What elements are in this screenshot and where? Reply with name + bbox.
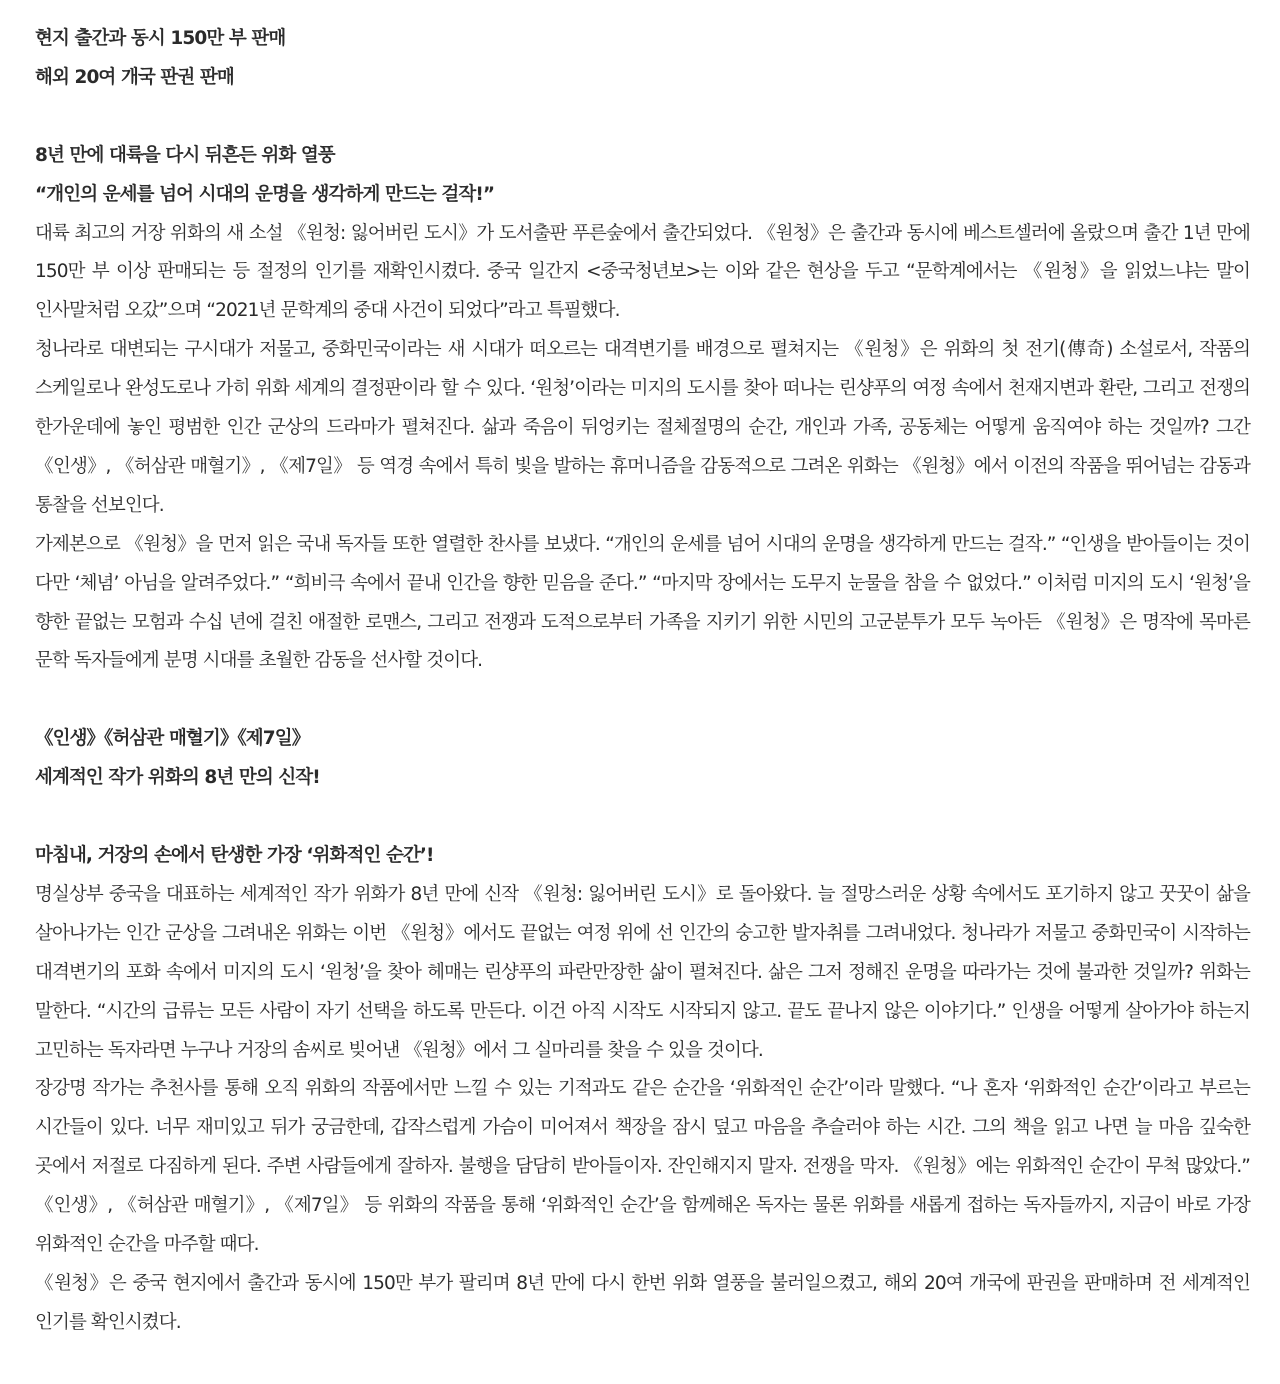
section-heading-moment: 마침내, 거장의 손에서 탄생한 가장 ‘위화적인 순간’! [35, 844, 434, 866]
paragraph-recommendation: 장강명 작가는 추천사를 통해 오직 위화의 작품에서만 느낄 수 있는 기적과도 같은 순간을 ‘위화적인 순간’이라 말했다. “나 혼자 ‘위화적인 순간’이라고 부르는 시간들이 있다. 너무 재미있고 뒤가 궁금한데, 갑작스럽게 가슴이 미어져서 책장을 잠시 덮고 마음을 추슬러야 하는 시간. 그의 책을 읽고 나면 늘 마음 깊숙한 곳에서 저절로 다짐하게 된다. 주변 사람들에게 잘하자. 불행을 담담히 받아들이자. 잔인해지지 말자. 전쟁을 막자. 《원청》에는 위화적인 순간이 무척 많았다.” 《인생》, 《허삼관 매혈기》, 《제7일》 등 위화의 작품을 통해 ‘위화적인 순간’을 함께해온 독자는 물론 위화를 새롭게 접하는 독자들까지, 지금이 바로 가장 위화적인 순간을 마주할 때다. [35, 1078, 1250, 1256]
section-heading-works: 《인생》《허삼관 매혈기》《제7일》 [35, 728, 310, 750]
book-description [35, 20, 1250, 1343]
section-spacer [35, 798, 1250, 837]
headline-sales: 현지 출간과 동시 150만 부 판매 [35, 28, 286, 49]
section-spacer [35, 681, 1250, 720]
section-heading-craze: 8년 만에 대륙을 다시 뒤흔든 위화 열풍 [35, 144, 335, 166]
section-heading-new-work: 세계적인 작가 위화의 8년 만의 신작! [35, 767, 320, 789]
paragraph-worldwide: 《원청》은 중국 현지에서 출간과 동시에 150만 부가 팔리며 8년 만에 다시 한번 위화 열풍을 불러일으켰고, 해외 20여 개국에 판권을 판매하며 전 세계적인 인기를 확인시켰다. [35, 1272, 1250, 1333]
headline-rights: 해외 20여 개국 판권 판매 [35, 66, 234, 88]
section-spacer [35, 98, 1250, 137]
paragraph-reader-praise: 가제본으로 《원청》을 먼저 읽은 국내 독자들 또한 열렬한 찬사를 보냈다. “개인의 운세를 넘어 시대의 운명을 생각하게 만드는 걸작.” “인생을 받아들이는 것이 다만 ‘체념’ 아님을 알려주었다.” “희비극 속에서 끝내 인간을 향한 믿음을 준다.” “마지막 장에서는 도무지 눈물을 참을 수 없었다.” 이처럼 미지의 도시 ‘원청’을 향한 끝없는 모험과 수십 년에 걸친 애절한 로맨스, 그리고 전쟁과 도적으로부터 가족을 지키기 위한 시민의 고군분투가 모두 녹아든 《원청》은 명작에 목마른 문학 독자들에게 분명 시대를 초월한 감동을 선사할 것이다. [35, 533, 1250, 672]
paragraph-return: 명실상부 중국을 대표하는 세계적인 작가 위화가 8년 만에 신작 《원청: 잃어버린 도시》로 돌아왔다. 늘 절망스러운 상황 속에서도 포기하지 않고 꿋꿋이 삶을 살아나가는 인간 군상을 그려내온 위화는 이번 《원청》에서도 끝없는 여정 위에 선 인간의 숭고한 발자취를 그려내었다. 청나라가 저물고 중화민국이 시작하는 대격변기의 포화 속에서 미지의 도시 ‘원청’을 찾아 헤매는 린샹푸의 파란만장한 삶이 펼쳐진다. 삶은 그저 정해진 운명을 따라가는 것에 불과한 것일까? 위화는 말한다. “시간의 급류는 모든 사람이 자기 선택을 하도록 만든다. 이건 아직 시작도 시작되지 않고. 끝도 끝나지 않은 이야기다.” 인생을 어떻게 살아가야 하는지 고민하는 독자라면 누구나 거장의 솜씨로 빚어낸 《원청》에서 그 실마리를 찾을 수 있을 것이다. [35, 883, 1250, 1061]
section-heading-quote: “개인의 운세를 넘어 시대의 운명을 생각하게 만드는 걸작!” [35, 183, 495, 205]
paragraph-story: 청나라로 대변되는 구시대가 저물고, 중화민국이라는 새 시대가 떠오르는 대격변기를 배경으로 펼쳐지는 《원청》은 위화의 첫 전기(傳奇) 소설로서, 작품의 스케일로나 완성도로나 가히 위화 세계의 결정판이라 할 수 있다. ‘원청’이라는 미지의 도시를 찾아 떠나는 린샹푸의 여정 속에서 천재지변과 환란, 그리고 전쟁의 한가운데에 놓인 평범한 인간 군상의 드라마가 펼쳐진다. 삶과 죽음이 뒤엉키는 절체절명의 순간, 개인과 가족, 공동체는 어떻게 움직여야 하는 것일까? 그간 《인생》, 《허삼관 매혈기》, 《제7일》 등 역경 속에서 특히 빛을 발하는 휴머니즘을 감동적으로 그려온 위화는 《원청》에서 이전의 작품을 뛰어넘는 감동과 통찰을 선보인다. [35, 339, 1250, 516]
paragraph-publication: 대륙 최고의 거장 위화의 새 소설 《원청: 잃어버린 도시》가 도서출판 푸른숲에서 출간되었다. 《원청》은 출간과 동시에 베스트셀러에 올랐으며 출간 1년 만에 150만 부 이상 판매되는 등 절정의 인기를 재확인시켰다. 중국 일간지 <중국청년보>는 이와 같은 현상을 두고 “문학계에서는 《원청》을 읽었느냐는 말이 인사말처럼 오갔”으며 “2021년 문학계의 중대 사건이 되었다”라고 특필했다. [35, 222, 1250, 322]
